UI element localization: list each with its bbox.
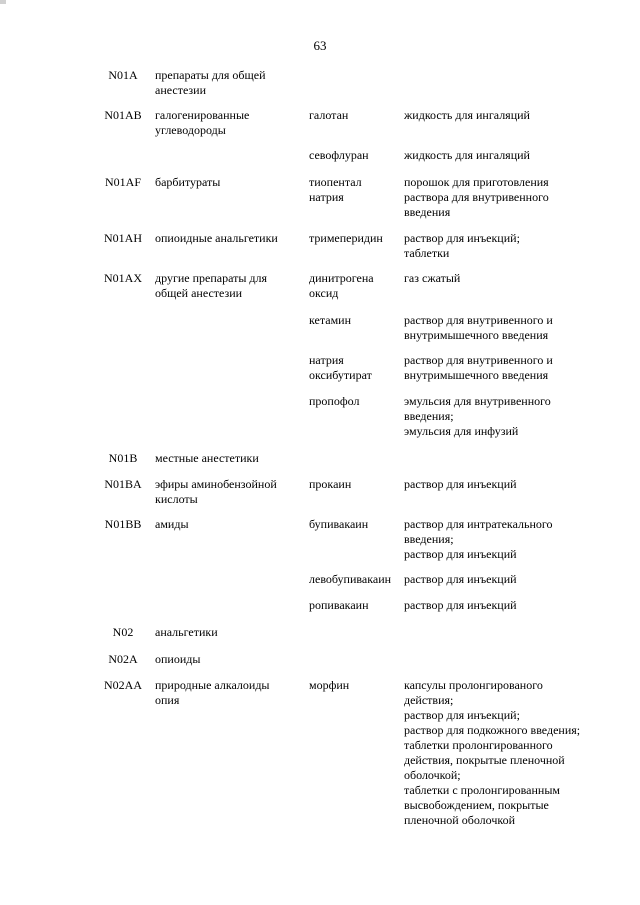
atc-code: N02 xyxy=(112,625,134,639)
dosage-forms xyxy=(404,148,604,163)
atc-code: N01A xyxy=(108,68,138,82)
group-name: анальгетики xyxy=(155,625,218,639)
atc-code: N01AB xyxy=(104,108,142,122)
dosage-form-line: пленочной оболочкой xyxy=(404,813,516,827)
group-name: природные алкалоиды опия xyxy=(155,678,270,707)
dosage-form-line: таблетки xyxy=(404,246,450,260)
dosage-forms xyxy=(404,175,604,220)
dosage-form-line: жидкость для ингаляций xyxy=(404,148,530,162)
dosage-forms xyxy=(404,231,604,261)
dosage-form-line: раствор для инъекций xyxy=(404,598,517,612)
dosage-form-line: газ сжатый xyxy=(404,271,461,285)
group-name: галогенированные углеводороды xyxy=(155,108,250,137)
group-name: опиоидные анальгетики xyxy=(155,231,278,245)
dosage-form-line: введения; xyxy=(404,532,454,546)
dosage-form-line: раствор для внутривенного и xyxy=(404,353,553,367)
dosage-form-line: эмульсия для внутривенного xyxy=(404,394,551,408)
dosage-form-line: эмульсия для инфузий xyxy=(404,424,519,438)
drug-name: бупивакаин xyxy=(309,517,369,531)
drug-name: морфин xyxy=(309,678,350,692)
dosage-form-line: таблетки с пролонгированным xyxy=(404,783,561,797)
atc-code: N01BB xyxy=(104,517,142,531)
dosage-forms xyxy=(404,353,604,383)
dosage-form-line: внутримышечного введения xyxy=(404,328,549,342)
drug-name: натрия оксибутират xyxy=(309,353,372,382)
page-number: 63 xyxy=(313,38,327,53)
dosage-form-line: внутримышечного введения xyxy=(404,368,549,382)
drug-name: ропивакаин xyxy=(309,598,369,612)
atc-code: N02A xyxy=(108,652,138,666)
dosage-forms xyxy=(404,108,604,123)
dosage-forms xyxy=(404,271,604,286)
group-name: опиоиды xyxy=(155,652,201,666)
atc-code: N01AF xyxy=(104,175,141,189)
group-name: препараты для общей анестезии xyxy=(155,68,266,97)
drug-name: севофлуран xyxy=(309,148,369,162)
dosage-form-line: высвобождением, покрытые xyxy=(404,798,549,812)
dosage-forms xyxy=(404,678,604,828)
group-name: другие препараты для общей анестезии xyxy=(155,271,268,300)
group-name: эфиры аминобензойной кислоты xyxy=(155,477,277,506)
dosage-form-line: раствор для подкожного введения; xyxy=(404,723,581,737)
drug-name: прокаин xyxy=(309,477,352,491)
dosage-forms xyxy=(404,572,604,587)
drug-name: пропофол xyxy=(309,394,360,408)
group-name: барбитураты xyxy=(155,175,221,189)
dosage-form-line: капсулы пролонгированого xyxy=(404,678,543,692)
dosage-form-line: действия, покрытые пленочной xyxy=(404,753,565,767)
dosage-form-line: оболочкой; xyxy=(404,768,461,782)
dosage-forms xyxy=(404,598,604,613)
dosage-form-line: раствор для интратекального xyxy=(404,517,553,531)
dosage-form-line: раствор для инъекций; xyxy=(404,708,520,722)
dosage-form-line: раствор для инъекций; xyxy=(404,231,520,245)
dosage-form-line: жидкость для ингаляций xyxy=(404,108,530,122)
dosage-forms xyxy=(404,477,604,492)
drug-name: тримеперидин xyxy=(309,231,383,245)
drug-name: динитрогена оксид xyxy=(309,271,374,300)
dosage-form-line: введения; xyxy=(404,409,454,423)
atc-code: N01AX xyxy=(104,271,142,285)
dosage-form-line: раствор для инъекций xyxy=(404,547,517,561)
drug-name: тиопентал натрия xyxy=(309,175,362,204)
dosage-forms xyxy=(404,517,604,562)
dosage-form-line: таблетки пролонгированного xyxy=(404,738,553,752)
scan-corner-mark xyxy=(0,0,6,4)
atc-code: N01BA xyxy=(104,477,142,491)
dosage-form-line: раствор для инъекций xyxy=(404,477,517,491)
dosage-forms xyxy=(404,394,604,439)
drug-name: кетамин xyxy=(309,313,352,327)
dosage-form-line: действия; xyxy=(404,693,454,707)
dosage-form-line: порошок для приготовления xyxy=(404,175,549,189)
dosage-form-line: раствор для инъекций xyxy=(404,572,517,586)
group-name: местные анестетики xyxy=(155,451,259,465)
drug-name: галотан xyxy=(309,108,349,122)
drug-name: левобупивакаин xyxy=(309,572,392,586)
atc-code: N01B xyxy=(108,451,138,465)
dosage-form-line: введения xyxy=(404,205,451,219)
dosage-form-line: раствор для внутривенного и xyxy=(404,313,553,327)
atc-code: N01AH xyxy=(104,231,142,245)
atc-code: N02AA xyxy=(104,678,142,692)
dosage-form-line: раствора для внутривенного xyxy=(404,190,549,204)
group-name: амиды xyxy=(155,517,189,531)
dosage-forms xyxy=(404,313,604,343)
